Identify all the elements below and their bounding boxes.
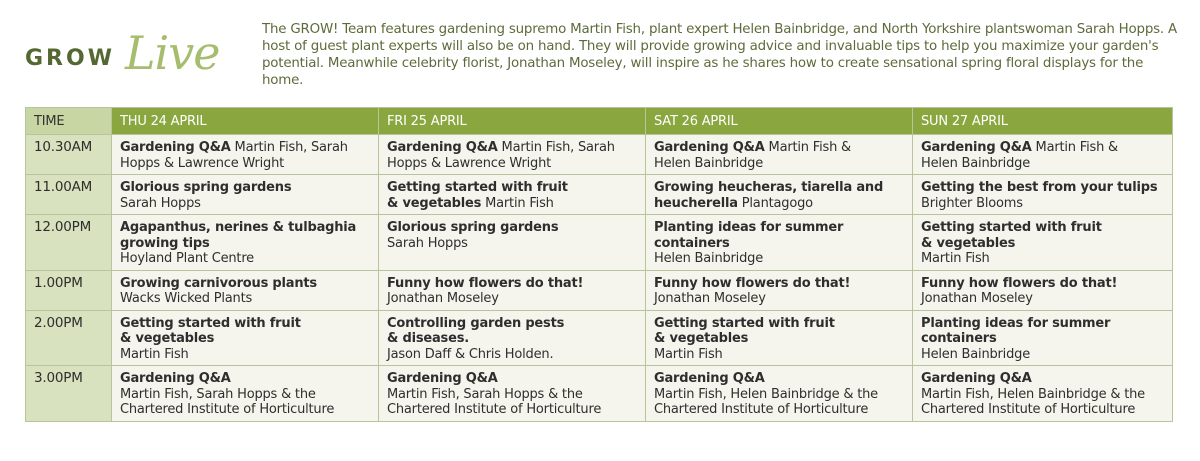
session-cell bbox=[379, 175, 646, 215]
session-title: Planting ideas for summer containers bbox=[921, 315, 1111, 346]
session-speaker: Jonathan Moseley bbox=[387, 291, 499, 306]
session-title: Getting started with fruit & vegetables bbox=[921, 220, 1102, 251]
session-speaker: Martin Fish, Sarah Hopps & the Chartered Institute of Horticulture bbox=[120, 386, 335, 417]
schedule-row bbox=[26, 366, 1173, 422]
time-slot: 12.00PM bbox=[26, 215, 112, 271]
session-speaker: Plantagogo bbox=[737, 195, 813, 211]
session-title: Getting started with fruit & vegetables bbox=[654, 315, 835, 346]
session-speaker: Jonathan Moseley bbox=[921, 291, 1033, 306]
session-title: Growing heucheras, tiarella and heucherella bbox=[654, 180, 884, 211]
time-slot: 10.30AM bbox=[26, 135, 112, 175]
schedule-row bbox=[26, 135, 1173, 175]
session-title: Gardening Q&A bbox=[387, 140, 498, 155]
session-cell bbox=[646, 270, 913, 310]
session-cell bbox=[112, 215, 379, 271]
time-slot: 3.00PM bbox=[26, 366, 112, 422]
header-row bbox=[26, 108, 1173, 135]
session-speaker: Martin Fish bbox=[921, 251, 990, 266]
session-cell bbox=[913, 215, 1173, 271]
day-header: SAT 26 APRIL bbox=[646, 108, 913, 135]
session-title: Gardening Q&A bbox=[921, 140, 1032, 155]
logo-grow-text: GROW bbox=[25, 46, 115, 71]
session-title: Gardening Q&A bbox=[120, 140, 231, 155]
session-title: Getting the best from your tulips bbox=[921, 180, 1158, 195]
session-cell bbox=[913, 175, 1173, 215]
time-header: TIME bbox=[26, 108, 112, 135]
session-cell bbox=[913, 310, 1173, 366]
session-title: Glorious spring gardens bbox=[120, 180, 292, 195]
session-title: Getting started with fruit & vegetables bbox=[387, 180, 568, 211]
session-title: Gardening Q&A bbox=[921, 371, 1032, 386]
time-slot: 1.00PM bbox=[26, 270, 112, 310]
session-speaker: Martin Fish, Helen Bainbridge & the Chartered Institute of Horticulture bbox=[654, 386, 878, 417]
session-cell bbox=[379, 215, 646, 271]
event-description: The GROW! Team features gardening supremo Martin Fish, plant expert Helen Bainbridge, and North Yorkshire plantswoman Sarah Hopps. A host of guest plant experts will also be on hand. They will provide growing advice and invaluable tips to help you maximize your garden's potential. Meanwhile celebrity florist, Jonathan Moseley, will inspire as he shares how to create sensational spring floral displays for the home. bbox=[262, 22, 1177, 88]
time-slot: 2.00PM bbox=[26, 310, 112, 366]
session-cell bbox=[646, 215, 913, 271]
session-speaker: Martin Fish & Helen Bainbridge bbox=[654, 140, 851, 171]
schedule-row bbox=[26, 310, 1173, 366]
session-speaker: Martin Fish, Sarah Hopps & Lawrence Wright bbox=[387, 140, 615, 171]
session-speaker: Brighter Blooms bbox=[921, 195, 1023, 211]
session-speaker: Martin Fish bbox=[481, 195, 554, 211]
session-title: Growing carnivorous plants bbox=[120, 275, 317, 291]
session-title: Glorious spring gardens bbox=[387, 220, 559, 235]
session-speaker: Martin Fish, Helen Bainbridge & the Chartered Institute of Horticulture bbox=[921, 386, 1145, 417]
session-cell bbox=[646, 175, 913, 215]
session-speaker: Helen Bainbridge bbox=[921, 346, 1031, 362]
session-title: Agapanthus, nerines & tulbaghia growing tips bbox=[120, 220, 357, 251]
day-header: THU 24 APRIL bbox=[112, 108, 379, 135]
time-slot: 11.00AM bbox=[26, 175, 112, 215]
session-title: Controlling garden pests & diseases. bbox=[387, 315, 565, 346]
grow-live-logo bbox=[25, 26, 225, 90]
schedule-table bbox=[25, 107, 1173, 422]
session-cell bbox=[112, 175, 379, 215]
day-header: SUN 27 APRIL bbox=[913, 108, 1173, 135]
session-title: Gardening Q&A bbox=[654, 140, 765, 155]
session-cell bbox=[913, 135, 1173, 175]
session-speaker: Sarah Hopps bbox=[120, 195, 201, 211]
session-speaker: Martin Fish bbox=[120, 346, 189, 362]
session-speaker: Martin Fish bbox=[654, 346, 723, 362]
session-cell bbox=[913, 366, 1173, 422]
session-cell bbox=[379, 366, 646, 422]
session-cell bbox=[646, 366, 913, 422]
session-speaker: Jason Daff & Chris Holden. bbox=[387, 346, 554, 362]
session-cell bbox=[646, 310, 913, 366]
session-speaker: Helen Bainbridge bbox=[654, 251, 764, 266]
schedule-row bbox=[26, 175, 1173, 215]
session-cell bbox=[112, 135, 379, 175]
session-speaker: Hoyland Plant Centre bbox=[120, 251, 254, 266]
day-header: FRI 25 APRIL bbox=[379, 108, 646, 135]
session-cell bbox=[379, 310, 646, 366]
session-title: Funny how flowers do that! bbox=[921, 275, 1118, 291]
session-cell bbox=[112, 270, 379, 310]
session-speaker: Jonathan Moseley bbox=[654, 291, 766, 306]
session-cell bbox=[112, 310, 379, 366]
session-title: Funny how flowers do that! bbox=[387, 275, 584, 291]
session-title: Funny how flowers do that! bbox=[654, 275, 851, 291]
session-speaker: Martin Fish, Sarah Hopps & Lawrence Wright bbox=[120, 140, 348, 171]
session-cell bbox=[379, 135, 646, 175]
session-speaker: Wacks Wicked Plants bbox=[120, 291, 253, 306]
session-speaker: Sarah Hopps bbox=[387, 235, 468, 251]
session-cell bbox=[112, 366, 379, 422]
session-title: Gardening Q&A bbox=[654, 371, 765, 386]
session-title: Gardening Q&A bbox=[120, 371, 231, 386]
session-title: Planting ideas for summer containers bbox=[654, 220, 844, 251]
session-title: Getting started with fruit & vegetables bbox=[120, 315, 301, 346]
session-title: Gardening Q&A bbox=[387, 371, 498, 386]
schedule-row bbox=[26, 215, 1173, 271]
logo-live-text: Live bbox=[125, 26, 220, 80]
session-cell bbox=[646, 135, 913, 175]
session-cell bbox=[379, 270, 646, 310]
schedule-row bbox=[26, 270, 1173, 310]
session-cell bbox=[913, 270, 1173, 310]
session-speaker: Martin Fish & Helen Bainbridge bbox=[921, 140, 1118, 171]
session-speaker: Martin Fish, Sarah Hopps & the Chartered Institute of Horticulture bbox=[387, 386, 602, 417]
